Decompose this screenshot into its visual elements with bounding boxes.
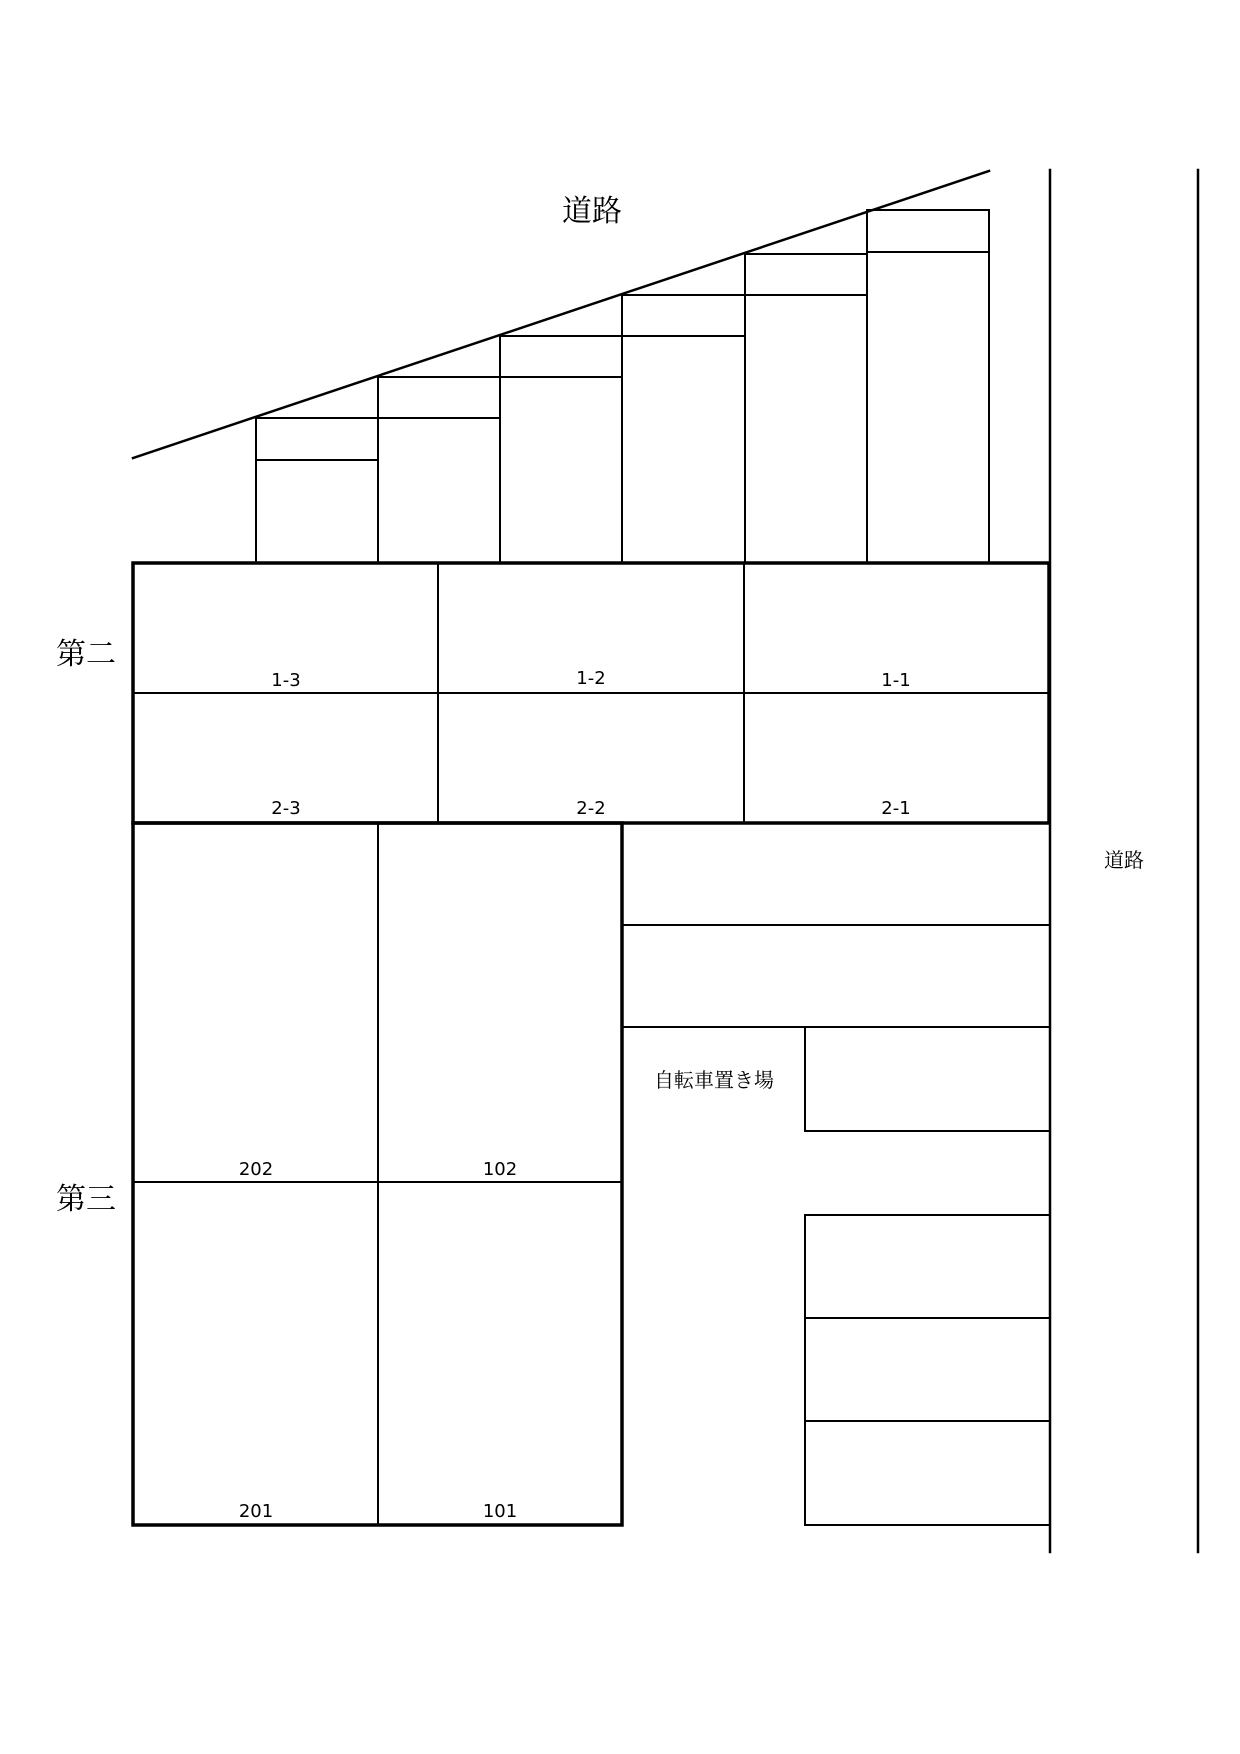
unit-label: 1-1 bbox=[881, 670, 911, 691]
building-3 bbox=[133, 823, 622, 1525]
unit-label: 1-3 bbox=[271, 670, 301, 691]
building-2 bbox=[133, 563, 1049, 823]
bicycle-parking-label: 自転車置き場 bbox=[654, 1068, 774, 1092]
unit-label: 201 bbox=[238, 1501, 274, 1522]
building-2-label: 第二 bbox=[56, 637, 116, 672]
unit-label: 1-2 bbox=[576, 668, 606, 689]
unit-label: 202 bbox=[238, 1159, 274, 1180]
road-edge-diagonal bbox=[133, 171, 989, 458]
unit-label: 101 bbox=[482, 1501, 518, 1522]
side-parking bbox=[622, 925, 1049, 1525]
road-label-top: 道路 bbox=[562, 194, 622, 229]
stepped-parking bbox=[256, 210, 989, 563]
unit-label: 2-3 bbox=[271, 798, 301, 819]
unit-label: 102 bbox=[482, 1159, 518, 1180]
unit-label: 2-1 bbox=[881, 798, 911, 819]
unit-label: 2-2 bbox=[576, 798, 606, 819]
road-label-right: 道路 bbox=[1104, 848, 1144, 872]
building-3-label: 第三 bbox=[56, 1182, 116, 1217]
